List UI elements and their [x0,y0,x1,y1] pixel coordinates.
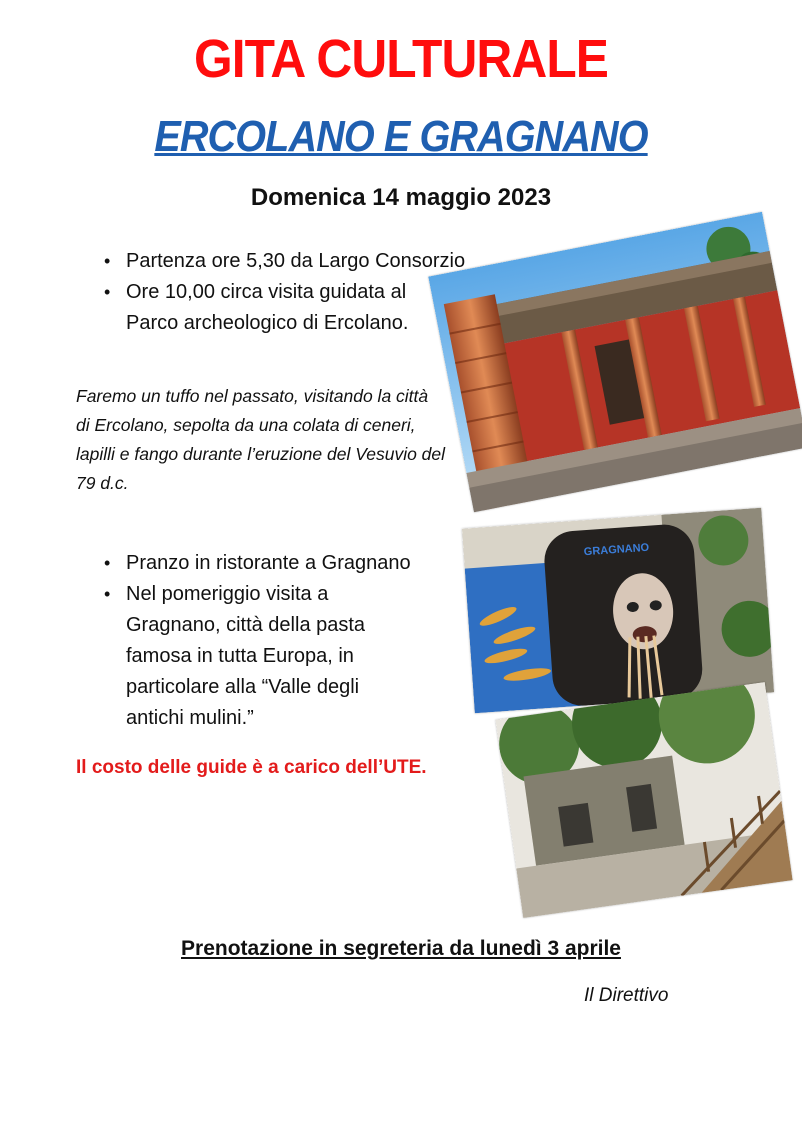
list-item: • Ore 10,00 circa visita guidata al Parco archeologico di Ercolano. [104,277,416,339]
signature: Il Direttivo [584,985,669,1006]
list-item: • Partenza ore 5,30 da Largo Consorzio [104,246,504,277]
mural-text: GRAGNANO [583,541,650,559]
pasta-mural-illustration [462,508,774,713]
list-item: • Pranzo in ristorante a Gragnano [104,548,444,579]
mills-valley-photo [495,682,792,918]
cost-note: Il costo delle guide è a carico dell’UTE. [76,757,427,778]
event-date: Domenica 14 maggio 2023 [250,184,552,211]
page-subtitle: ERCOLANO E GRAGNANO [154,112,648,161]
list-item: • Nel pomeriggio visita a Gragnano, città della pasta famosa in tutta Europa, in particolare alla “Valle degli antichi mulini.” [104,579,422,734]
itinerary-list-afternoon [104,548,444,734]
description-paragraph: Faremo un tuffo nel passato, visitando la città di Ercolano, sepolta da una colata di ceneri, lapilli e fango durante l’eruzione del Vesuvio del 79 d.c. [76,386,446,493]
gragnano-pasta-mural-photo [462,508,774,713]
mills-valley-illustration [495,682,792,918]
page-title: GITA CULTURALE [194,29,608,89]
booking-note: Prenotazione in segreteria da lunedì 3 aprile [181,937,621,960]
